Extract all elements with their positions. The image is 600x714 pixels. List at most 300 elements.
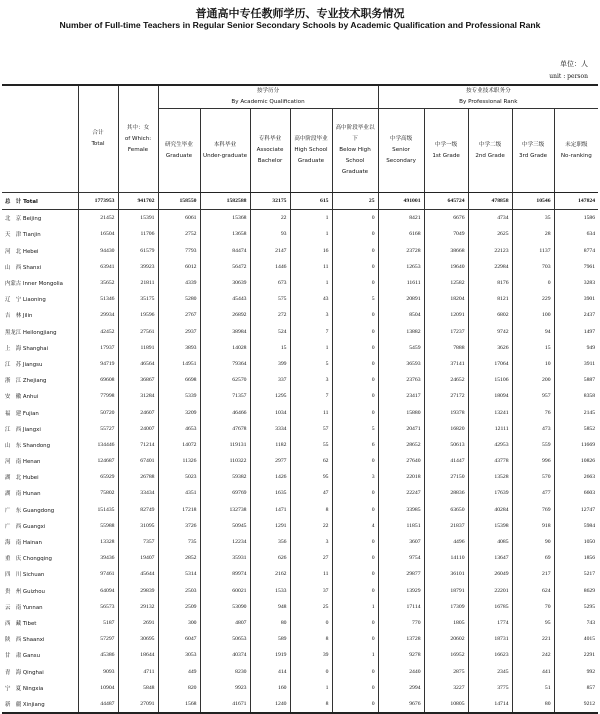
- table-cell: 94430: [78, 243, 118, 259]
- table-cell: 22247: [378, 485, 424, 501]
- table-row: [2, 518, 598, 534]
- table-cell: 2977: [250, 453, 290, 469]
- table-cell: 29132: [118, 599, 158, 615]
- table-cell: 97461: [78, 566, 118, 582]
- table-cell: 9754: [378, 550, 424, 566]
- table-cell: 9093: [78, 663, 118, 679]
- table-cell: 16785: [468, 599, 512, 615]
- table-cell: 11: [290, 404, 332, 420]
- table-cell: 55727: [78, 421, 118, 437]
- table-cell: 41447: [424, 453, 468, 469]
- table-cell: 1919: [250, 647, 290, 663]
- second-grade-header: 中学二级 2nd Grade: [468, 109, 512, 193]
- table-cell: 2162: [250, 566, 290, 582]
- table-cell: 17937: [78, 340, 118, 356]
- table-cell: 11: [290, 259, 332, 275]
- table-cell: 3911: [583, 360, 596, 367]
- table-cell: 1774: [468, 615, 512, 631]
- table-cell: 3: [290, 307, 332, 323]
- table-cell: 0: [290, 615, 332, 631]
- table-cell: 15368: [200, 210, 250, 227]
- table-cell: 6047: [158, 631, 200, 647]
- table-cell: 242: [512, 647, 554, 663]
- table-cell: 57297: [78, 631, 118, 647]
- table-cell: 27091: [118, 696, 158, 713]
- table-cell: 20602: [424, 631, 468, 647]
- table-cell: 948: [250, 599, 290, 615]
- region-name: 海 南 Hainan: [2, 534, 78, 550]
- table-cell: 13647: [468, 550, 512, 566]
- table-cell: 6: [332, 437, 378, 453]
- table-cell: 12653: [378, 259, 424, 275]
- table-cell: 8176: [468, 275, 512, 291]
- table-cell: 23763: [378, 372, 424, 388]
- table-cell: 82749: [118, 502, 158, 518]
- table-cell: 15398: [468, 518, 512, 534]
- table-cell: 42452: [78, 324, 118, 340]
- table-row: [2, 615, 598, 631]
- table-cell: 0: [290, 663, 332, 679]
- table-cell: 1471: [250, 502, 290, 518]
- table-cell: 12091: [424, 307, 468, 323]
- table-cell: 6168: [378, 226, 424, 242]
- table-cell: 1: [290, 210, 332, 227]
- table-cell: 1582588: [200, 193, 250, 210]
- page-subtitle: Number of Full-time Teachers in Regular Senior Secondary Schools by Academic Qualification and Professional Rank: [59, 20, 541, 30]
- table-cell: 35175: [118, 291, 158, 307]
- no-ranking-header: 未定职级 No-ranking: [554, 109, 598, 193]
- table-cell: 69769: [200, 485, 250, 501]
- region-name: 浙 江 Zhejiang: [2, 372, 78, 388]
- table-cell: 22201: [468, 583, 512, 599]
- table-cell: 18791: [424, 583, 468, 599]
- table-cell: 18204: [424, 291, 468, 307]
- table-cell: 1: [332, 599, 378, 615]
- table-cell: 8421: [378, 210, 424, 227]
- table-cell: 45644: [118, 566, 158, 582]
- table-cell: 28836: [424, 485, 468, 501]
- female-header: 其中：女 of Which: Female: [118, 85, 158, 193]
- table-cell: 3726: [158, 518, 200, 534]
- table-cell: 7961: [583, 263, 596, 270]
- table-cell: 15: [250, 340, 290, 356]
- region-name: 江 西 Jiangxi: [2, 421, 78, 437]
- table-cell: 6061: [158, 210, 200, 227]
- table-cell: 7: [290, 388, 332, 404]
- region-name: 甘 肃 Gansu: [2, 647, 78, 663]
- table-cell: 2625: [468, 226, 512, 242]
- table-cell: 46564: [118, 356, 158, 372]
- table-cell: 39436: [78, 550, 118, 566]
- table-row: [2, 388, 598, 404]
- table-cell: 3227: [424, 680, 468, 696]
- table-cell: 50613: [424, 437, 468, 453]
- table-row: [2, 566, 598, 582]
- table-cell: 40374: [200, 647, 250, 663]
- table-cell: 23417: [378, 388, 424, 404]
- table-cell: 5023: [158, 469, 200, 485]
- table-cell: 11891: [118, 340, 158, 356]
- table-cell: 949: [586, 344, 596, 351]
- academic-group-header: 按学历分 By Academic Qualification: [158, 85, 378, 109]
- table-cell: 4339: [158, 275, 200, 291]
- table-cell: 10546: [512, 193, 554, 210]
- table-cell: 9676: [378, 696, 424, 713]
- region-name: 内蒙古 Inner Mongolia: [2, 275, 78, 291]
- table-row: [2, 210, 598, 227]
- table-cell: 575: [250, 291, 290, 307]
- table-cell: 27150: [424, 469, 468, 485]
- region-name: 陕 西 Shaanxi: [2, 631, 78, 647]
- table-cell: 4085: [468, 534, 512, 550]
- table-cell: 47: [290, 485, 332, 501]
- table-cell: 31095: [118, 518, 158, 534]
- table-cell: 5: [332, 291, 378, 307]
- table-cell: 4351: [158, 485, 200, 501]
- table-cell: 5187: [78, 615, 118, 631]
- table-cell: 2994: [378, 680, 424, 696]
- unit-label-en: unit : person: [549, 73, 588, 80]
- table-body: [2, 193, 598, 714]
- table-cell: 2875: [424, 663, 468, 679]
- total-header: 合计 Total: [78, 85, 118, 193]
- table-cell: 1: [290, 226, 332, 242]
- table-row: [2, 404, 598, 420]
- table-cell: 37: [290, 583, 332, 599]
- table-cell: 356: [250, 534, 290, 550]
- table-cell: 40284: [468, 502, 512, 518]
- table-cell: 3334: [250, 421, 290, 437]
- table-cell: 5984: [583, 522, 596, 529]
- table-cell: 0: [512, 275, 554, 291]
- table-cell: 53090: [200, 599, 250, 615]
- table-cell: 84474: [200, 243, 250, 259]
- table-cell: 0: [332, 453, 378, 469]
- table-cell: 70: [512, 599, 554, 615]
- table-cell: 300: [158, 615, 200, 631]
- region-name: 宁 夏 Ningxia: [2, 680, 78, 696]
- table-cell: 21811: [118, 275, 158, 291]
- region-name: 吉 林 Jilin: [2, 307, 78, 323]
- region-name: 重 庆 Chongqing: [2, 550, 78, 566]
- table-cell: 4015: [583, 636, 596, 643]
- table-cell: 5459: [378, 340, 424, 356]
- table-cell: 1635: [250, 485, 290, 501]
- table-cell: 24007: [118, 421, 158, 437]
- table-cell: 7049: [424, 226, 468, 242]
- table-cell: 20891: [378, 291, 424, 307]
- table-cell: 477: [512, 485, 554, 501]
- table-cell: 0: [332, 275, 378, 291]
- region-name: 黑龙江 Heilongjiang: [2, 324, 78, 340]
- table-cell: 645724: [424, 193, 468, 210]
- table-cell: 94: [512, 324, 554, 340]
- table-cell: 51346: [78, 291, 118, 307]
- table-row: [2, 485, 598, 501]
- table-cell: 3053: [158, 647, 200, 663]
- table-cell: 3901: [583, 296, 596, 303]
- table-cell: 15880: [378, 404, 424, 420]
- table-cell: 1: [290, 275, 332, 291]
- table-cell: 151435: [78, 502, 118, 518]
- table-cell: 1: [290, 340, 332, 356]
- table-row: [2, 324, 598, 340]
- table-cell: 30639: [200, 275, 250, 291]
- table-cell: 59382: [200, 469, 250, 485]
- table-cell: 820: [158, 680, 200, 696]
- table-cell: 160: [250, 680, 290, 696]
- table-cell: 1034: [250, 404, 290, 420]
- table-cell: 2937: [158, 324, 200, 340]
- table-cell: 473: [512, 421, 554, 437]
- table-cell: 90: [512, 534, 554, 550]
- table-row: [2, 469, 598, 485]
- table-cell: 19596: [118, 307, 158, 323]
- table-cell: 14028: [200, 340, 250, 356]
- table-cell: 743: [586, 619, 596, 626]
- region-name: 上 海 Shanghai: [2, 340, 78, 356]
- table-cell: 65929: [78, 469, 118, 485]
- region-name: 河 北 Hebei: [2, 243, 78, 259]
- table-cell: 3607: [378, 534, 424, 550]
- table-row: [2, 275, 598, 291]
- table-cell: 42953: [468, 437, 512, 453]
- table-cell: 0: [332, 534, 378, 550]
- table-cell: 35: [512, 210, 554, 227]
- table-cell: 16820: [424, 421, 468, 437]
- table-cell: 6698: [158, 372, 200, 388]
- region-name: 湖 北 Hubei: [2, 469, 78, 485]
- table-row: [2, 583, 598, 599]
- table-cell: 76: [512, 404, 554, 420]
- table-cell: 2752: [158, 226, 200, 242]
- table-cell: 44487: [78, 696, 118, 713]
- table-cell: 69: [512, 550, 554, 566]
- first-grade-header: 中学一级 1st Grade: [424, 109, 468, 193]
- table-cell: 1426: [250, 469, 290, 485]
- region-name: 总 计 Total: [2, 193, 78, 210]
- region-header: [2, 85, 78, 193]
- table-cell: 15391: [118, 210, 158, 227]
- table-cell: 9742: [468, 324, 512, 340]
- region-name: 四 川 Sichuan: [2, 566, 78, 582]
- table-cell: 0: [332, 210, 378, 227]
- table-cell: 10826: [580, 458, 596, 465]
- table-cell: 57: [290, 421, 332, 437]
- table-cell: 1446: [250, 259, 290, 275]
- table-cell: 3: [290, 372, 332, 388]
- table-cell: 10: [512, 356, 554, 372]
- table-cell: 22984: [468, 259, 512, 275]
- table-cell: 3209: [158, 404, 200, 420]
- table-cell: 0: [332, 615, 378, 631]
- table-cell: 124687: [78, 453, 118, 469]
- table-cell: 17114: [378, 599, 424, 615]
- table-cell: 8230: [200, 663, 250, 679]
- region-name: 山 西 Shanxi: [2, 259, 78, 275]
- table-cell: 22018: [378, 469, 424, 485]
- table-cell: 22: [250, 210, 290, 227]
- table-cell: 22: [290, 518, 332, 534]
- table-cell: 18094: [468, 388, 512, 404]
- table-cell: 1805: [424, 615, 468, 631]
- professional-group-header: 按专业技术职务分 By Professional Rank: [378, 85, 598, 109]
- table-cell: 0: [332, 502, 378, 518]
- table-cell: 0: [332, 372, 378, 388]
- table-cell: 50720: [78, 404, 118, 420]
- table-cell: 0: [332, 340, 378, 356]
- table-cell: 24652: [424, 372, 468, 388]
- table-cell: 9212: [554, 696, 598, 713]
- table-cell: 94719: [78, 356, 118, 372]
- table-row: [2, 340, 598, 356]
- table-cell: 0: [332, 356, 378, 372]
- table-cell: 1137: [512, 243, 554, 259]
- table-cell: 63650: [424, 502, 468, 518]
- table-row: [2, 663, 598, 679]
- table-cell: 0: [332, 680, 378, 696]
- table-cell: 0: [332, 663, 378, 679]
- table-cell: 770: [378, 615, 424, 631]
- table-cell: 7: [290, 324, 332, 340]
- table-cell: 79364: [200, 356, 250, 372]
- table-cell: 8504: [378, 307, 424, 323]
- table-cell: 11326: [158, 453, 200, 469]
- table-cell: 27: [290, 550, 332, 566]
- table-cell: 28652: [378, 437, 424, 453]
- table-cell: 2503: [158, 583, 200, 599]
- table-cell: 524: [250, 324, 290, 340]
- table-cell: 71214: [118, 437, 158, 453]
- table-cell: 14072: [158, 437, 200, 453]
- table-cell: 2691: [118, 615, 158, 631]
- table-cell: 673: [250, 275, 290, 291]
- table-cell: 95: [290, 469, 332, 485]
- table-cell: 93: [250, 226, 290, 242]
- table-cell: 0: [332, 259, 378, 275]
- table-cell: 449: [158, 663, 200, 679]
- table-cell: 6603: [583, 490, 596, 497]
- table-cell: 33434: [118, 485, 158, 501]
- teachers-table: [2, 84, 598, 714]
- table-cell: 217: [512, 566, 554, 582]
- table-cell: 16504: [78, 226, 118, 242]
- table-row: [2, 226, 598, 242]
- table-cell: 8121: [468, 291, 512, 307]
- below-highschool-header: 高中阶段毕业以下 Below High School Graduate: [332, 109, 378, 193]
- table-cell: 19640: [424, 259, 468, 275]
- table-cell: 14714: [468, 696, 512, 713]
- table-cell: 26892: [200, 307, 250, 323]
- region-name: 贵 州 Guizhou: [2, 583, 78, 599]
- table-cell: 13658: [200, 226, 250, 242]
- table-cell: 56472: [200, 259, 250, 275]
- table-cell: 735: [158, 534, 200, 550]
- table-cell: 20471: [378, 421, 424, 437]
- table-cell: 2345: [468, 663, 512, 679]
- table-cell: 29934: [78, 307, 118, 323]
- table-cell: 21452: [78, 210, 118, 227]
- table-cell: 8629: [583, 587, 596, 594]
- table-cell: 63941: [78, 259, 118, 275]
- table-cell: 4653: [158, 421, 200, 437]
- table-cell: 43: [290, 291, 332, 307]
- table-cell: 5217: [583, 571, 596, 578]
- table-cell: 45443: [200, 291, 250, 307]
- table-cell: 8774: [583, 247, 596, 254]
- region-name: 新 疆 Xinjiang: [2, 696, 78, 713]
- table-cell: 12582: [424, 275, 468, 291]
- region-name: 辽 宁 Liaoning: [2, 291, 78, 307]
- table-row: [2, 259, 598, 275]
- table-cell: 4711: [118, 663, 158, 679]
- table-cell: 2145: [583, 409, 596, 416]
- table-cell: 80: [512, 696, 554, 713]
- table-cell: 2291: [583, 652, 596, 659]
- table-cell: 0: [332, 566, 378, 582]
- table-cell: 0: [332, 226, 378, 242]
- page-title: 普通高中专任教师学历、专业技术职务情况: [195, 7, 405, 20]
- table-cell: 11706: [118, 226, 158, 242]
- table-cell: 5280: [158, 291, 200, 307]
- table-cell: 71357: [200, 388, 250, 404]
- table-cell: 5: [332, 421, 378, 437]
- table-cell: 37141: [424, 356, 468, 372]
- table-cell: 47678: [200, 421, 250, 437]
- table-cell: 229: [512, 291, 554, 307]
- table-cell: 38984: [200, 324, 250, 340]
- table-cell: 399: [250, 356, 290, 372]
- table-cell: 11611: [378, 275, 424, 291]
- table-cell: 1497: [583, 328, 596, 335]
- table-cell: 3626: [468, 340, 512, 356]
- table-cell: 996: [512, 453, 554, 469]
- table-cell: 3775: [468, 680, 512, 696]
- table-cell: 1240: [250, 696, 290, 713]
- table-cell: 36101: [424, 566, 468, 582]
- table-cell: 491001: [378, 193, 424, 210]
- table-cell: 5295: [583, 603, 596, 610]
- table-cell: 43778: [468, 453, 512, 469]
- table-cell: 60021: [200, 583, 250, 599]
- table-cell: 11851: [378, 518, 424, 534]
- table-cell: 10805: [424, 696, 468, 713]
- table-cell: 50653: [200, 631, 250, 647]
- table-cell: 15106: [468, 372, 512, 388]
- table-cell: 36867: [118, 372, 158, 388]
- table-cell: 12234: [200, 534, 250, 550]
- table-row: [2, 437, 598, 453]
- table-cell: 8: [290, 631, 332, 647]
- table-cell: 0: [332, 583, 378, 599]
- table-cell: 14951: [158, 356, 200, 372]
- table-cell: 13528: [468, 469, 512, 485]
- table-cell: 3893: [158, 340, 200, 356]
- table-cell: 0: [332, 485, 378, 501]
- table-cell: 61579: [118, 243, 158, 259]
- table-cell: 7793: [158, 243, 200, 259]
- table-cell: 2437: [583, 312, 596, 319]
- table-cell: 589: [250, 631, 290, 647]
- table-cell: 0: [332, 324, 378, 340]
- table-cell: 31284: [118, 388, 158, 404]
- region-name: 广 东 Guangdong: [2, 502, 78, 518]
- table-cell: 559: [512, 437, 554, 453]
- table-cell: 1182: [250, 437, 290, 453]
- undergraduate-header: 本科毕业 Under-graduate: [200, 109, 250, 193]
- table-cell: 21837: [424, 518, 468, 534]
- table-cell: 6676: [424, 210, 468, 227]
